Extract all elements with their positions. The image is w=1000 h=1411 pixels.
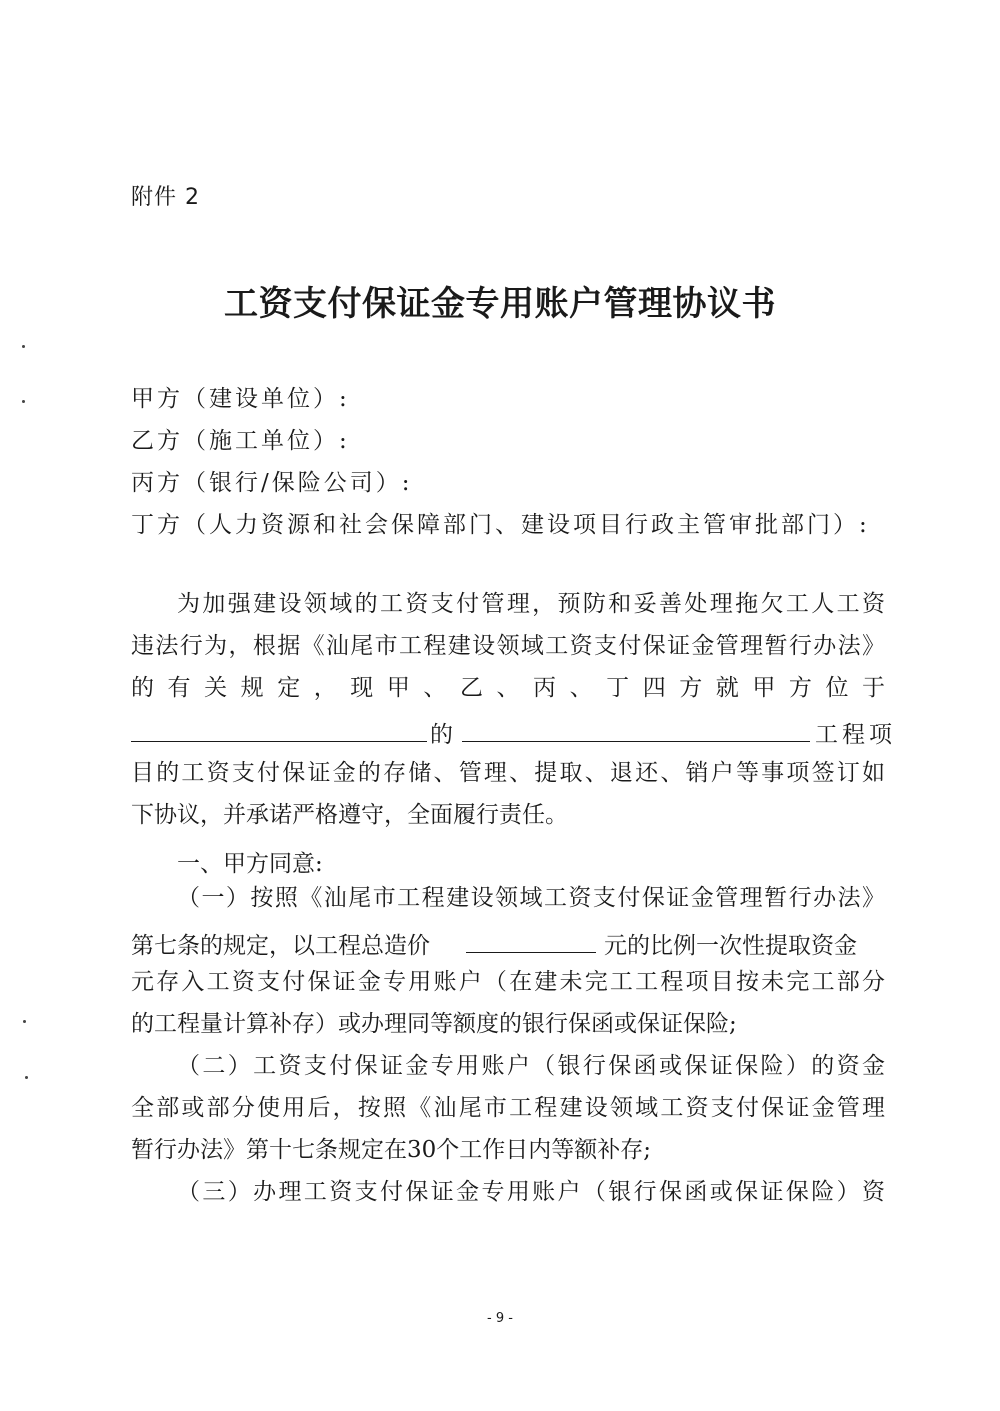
intro-line-6: 下协议，并承诺严格遵守，全面履行责任。 bbox=[131, 802, 568, 828]
item1-line-2b: 元的比例一次性提取资金 bbox=[604, 933, 857, 959]
intro-line-2: 违法行为，根据《汕尾市工程建设领域工资支付保证金管理暂行办法》 bbox=[131, 633, 885, 659]
scan-mark bbox=[22, 400, 25, 403]
item1-line-2a: 第七条的规定，以工程总造价 bbox=[131, 933, 430, 959]
blank-total-cost bbox=[466, 952, 596, 953]
item1-line-4: 的工程量计算补存）或办理同等额度的银行保函或保证保险; bbox=[131, 1011, 737, 1037]
scan-mark bbox=[25, 1076, 28, 1079]
item1-line-3: 元存入工资支付保证金专用账户（在建未完工工程项目按未完工部分 bbox=[131, 969, 885, 995]
document-title: 工资支付保证金专用账户管理协议书 bbox=[224, 284, 776, 324]
intro-line-3: 的有关规定，现甲、乙、丙、丁四方就甲方位于 bbox=[131, 675, 885, 701]
party-a: 甲方（建设单位）: bbox=[131, 386, 350, 412]
item2-line-3: 暂行办法》第十七条规定在30个工作日内等额补存; bbox=[131, 1137, 652, 1163]
intro-line-4-end: 工程项 bbox=[815, 722, 896, 748]
item1-line-1: （一）按照《汕尾市工程建设领域工资支付保证金管理暂行办法》 bbox=[177, 885, 885, 911]
party-c: 丙方（银行/保险公司）: bbox=[131, 470, 413, 496]
section1-heading: 一、甲方同意: bbox=[177, 851, 323, 877]
intro-paragraph bbox=[131, 583, 885, 709]
item2-line-2: 全部或部分使用后，按照《汕尾市工程建设领域工资支付保证金管理 bbox=[131, 1095, 885, 1121]
intro-line-4-mid: 的 bbox=[430, 722, 453, 748]
scan-mark bbox=[22, 345, 25, 348]
section1-item3 bbox=[131, 1171, 885, 1213]
blank-project-name bbox=[462, 741, 810, 742]
section1-item1 bbox=[131, 877, 885, 919]
party-d: 丁方（人力资源和社会保障部门、建设项目行政主管审批部门）: bbox=[131, 512, 870, 538]
attachment-label: 附件 2 bbox=[131, 185, 200, 210]
scan-mark bbox=[23, 1020, 26, 1023]
section1-item1-cont bbox=[131, 961, 885, 1045]
item2-line-1: （二）工资支付保证金专用账户（银行保函或保证保险）的资金 bbox=[177, 1053, 885, 1079]
blank-location bbox=[131, 741, 427, 742]
intro-line-5: 目的工资支付保证金的存储、管理、提取、退还、销户等事项签订如 bbox=[131, 760, 885, 786]
intro-paragraph-cont bbox=[131, 752, 885, 836]
section1-item2 bbox=[131, 1045, 885, 1171]
item3-line-1: （三）办理工资支付保证金专用账户（银行保函或保证保险）资 bbox=[177, 1179, 885, 1205]
party-b: 乙方（施工单位）: bbox=[131, 428, 350, 454]
intro-line-1: 为加强建设领域的工资支付管理，预防和妥善处理拖欠工人工资 bbox=[177, 591, 885, 617]
page-number: - 9 - bbox=[487, 1311, 513, 1326]
